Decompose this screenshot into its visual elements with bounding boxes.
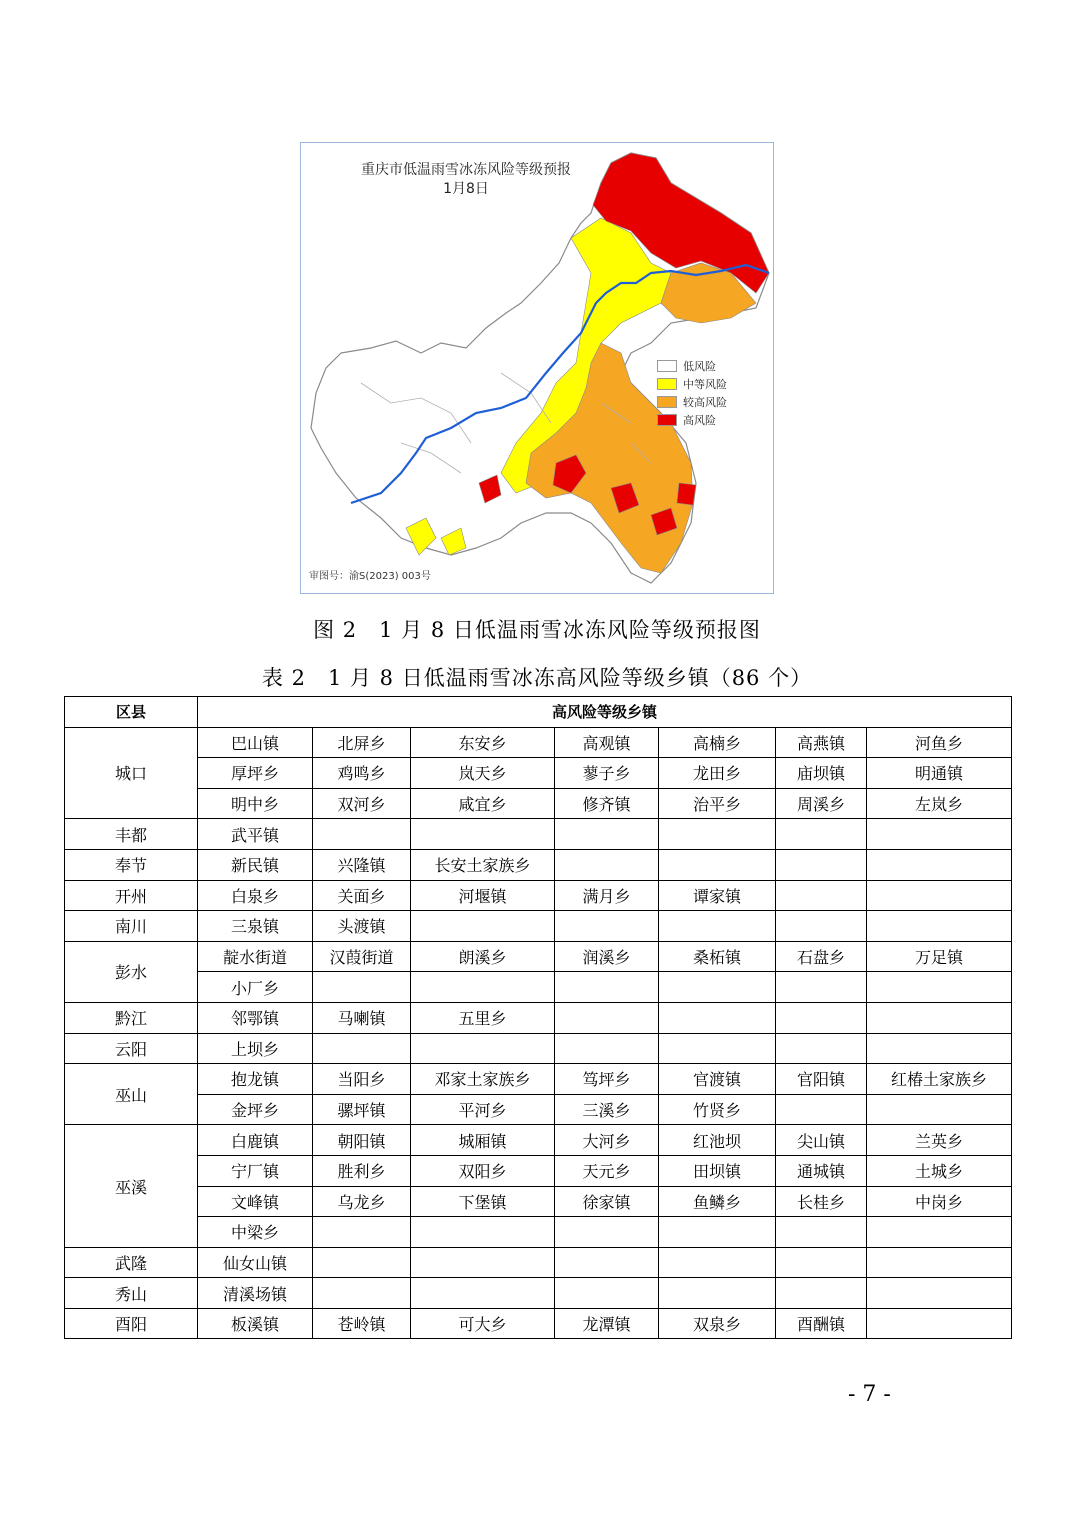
town-cell: 高观镇: [555, 727, 659, 758]
town-cell: 左岚乡: [867, 788, 1012, 819]
town-cell: [867, 1033, 1012, 1064]
town-cell: 中梁乡: [198, 1217, 313, 1248]
town-cell: 长桂乡: [776, 1186, 867, 1217]
town-cell: 红椿土家族乡: [867, 1064, 1012, 1095]
county-cell: 南川: [65, 911, 198, 942]
table-row: [65, 1155, 1012, 1186]
town-cell: 双泉乡: [659, 1308, 776, 1339]
town-cell: 龙田乡: [659, 758, 776, 789]
legend-label: 高风险: [683, 414, 716, 427]
table-body: [65, 727, 1012, 1339]
table-row: [65, 1125, 1012, 1156]
town-cell: 田坝镇: [659, 1155, 776, 1186]
map-region-high: [677, 483, 696, 505]
table-row: [65, 727, 1012, 758]
town-cell: 靛水街道: [198, 941, 313, 972]
legend-swatch: [657, 396, 677, 408]
town-cell: [313, 1217, 411, 1248]
town-cell: 河堰镇: [411, 880, 555, 911]
town-cell: 大河乡: [555, 1125, 659, 1156]
town-cell: [867, 1278, 1012, 1309]
town-cell: [867, 1094, 1012, 1125]
map-title-line1: 重庆市低温雨雪冰冻风险等级预报: [361, 162, 571, 178]
map-review-number: 审图号：渝S(2023) 003号: [309, 571, 431, 582]
town-cell: [776, 1002, 867, 1033]
town-cell: [659, 972, 776, 1003]
town-cell: 蓼子乡: [555, 758, 659, 789]
town-cell: 官阳镇: [776, 1064, 867, 1095]
town-cell: 东安乡: [411, 727, 555, 758]
town-cell: 朝阳镇: [313, 1125, 411, 1156]
town-cell: [555, 1247, 659, 1278]
town-cell: [555, 972, 659, 1003]
town-cell: [313, 972, 411, 1003]
town-cell: 天元乡: [555, 1155, 659, 1186]
town-cell: [776, 1247, 867, 1278]
town-cell: 胜利乡: [313, 1155, 411, 1186]
town-cell: 岚天乡: [411, 758, 555, 789]
town-cell: [411, 1033, 555, 1064]
town-cell: [659, 911, 776, 942]
town-cell: [776, 1094, 867, 1125]
table-row: [65, 819, 1012, 850]
county-cell: 云阳: [65, 1033, 198, 1064]
map-legend: [657, 357, 727, 429]
town-cell: 北屏乡: [313, 727, 411, 758]
table-row: [65, 1186, 1012, 1217]
town-cell: [776, 1217, 867, 1248]
town-cell: 尖山镇: [776, 1125, 867, 1156]
town-cell: 骡坪镇: [313, 1094, 411, 1125]
county-cell: 开州: [65, 880, 198, 911]
town-cell: [776, 1033, 867, 1064]
county-cell: 黔江: [65, 1002, 198, 1033]
town-cell: [555, 1217, 659, 1248]
table-row: [65, 758, 1012, 789]
town-cell: [867, 1002, 1012, 1033]
town-cell: [867, 1308, 1012, 1339]
town-cell: 马喇镇: [313, 1002, 411, 1033]
town-cell: 酉酬镇: [776, 1308, 867, 1339]
town-cell: 龙潭镇: [555, 1308, 659, 1339]
legend-label: 低风险: [683, 360, 716, 373]
page-number: - 7 -: [848, 1382, 891, 1407]
table-header-row: [65, 697, 1012, 728]
town-cell: [776, 880, 867, 911]
legend-swatch: [657, 414, 677, 426]
town-cell: 红池坝: [659, 1125, 776, 1156]
town-cell: 双河乡: [313, 788, 411, 819]
town-cell: 双阳乡: [411, 1155, 555, 1186]
town-cell: 官渡镇: [659, 1064, 776, 1095]
town-cell: [659, 1247, 776, 1278]
county-cell: 武隆: [65, 1247, 198, 1278]
town-cell: 徐家镇: [555, 1186, 659, 1217]
town-cell: [776, 1278, 867, 1309]
town-cell: [659, 1217, 776, 1248]
town-cell: 谭家镇: [659, 880, 776, 911]
figure-caption: 图 2 1 月 8 日低温雨雪冰冻风险等级预报图: [313, 618, 761, 642]
town-cell: [776, 911, 867, 942]
town-cell: 文峰镇: [198, 1186, 313, 1217]
town-cell: 高楠乡: [659, 727, 776, 758]
county-cell: 酉阳: [65, 1308, 198, 1339]
town-cell: 满月乡: [555, 880, 659, 911]
town-cell: [867, 1217, 1012, 1248]
town-cell: 笃坪乡: [555, 1064, 659, 1095]
table-row: [65, 1247, 1012, 1278]
town-cell: 巴山镇: [198, 727, 313, 758]
town-cell: 板溪镇: [198, 1308, 313, 1339]
town-cell: 白泉乡: [198, 880, 313, 911]
town-cell: 庙坝镇: [776, 758, 867, 789]
table-row: [65, 788, 1012, 819]
table-row: [65, 972, 1012, 1003]
town-cell: 土城乡: [867, 1155, 1012, 1186]
town-cell: [313, 1247, 411, 1278]
legend-swatch: [657, 378, 677, 390]
table-row: [65, 849, 1012, 880]
town-cell: [659, 1033, 776, 1064]
town-cell: [867, 1247, 1012, 1278]
town-cell: 当阳乡: [313, 1064, 411, 1095]
town-cell: 汉葭街道: [313, 941, 411, 972]
town-cell: 兴隆镇: [313, 849, 411, 880]
town-cell: [659, 1002, 776, 1033]
town-cell: [313, 1033, 411, 1064]
table-row: [65, 1064, 1012, 1095]
town-cell: 小厂乡: [198, 972, 313, 1003]
map-title-line2: 1月8日: [443, 181, 489, 197]
town-cell: [867, 911, 1012, 942]
town-cell: [659, 1278, 776, 1309]
town-cell: 武平镇: [198, 819, 313, 850]
table-row: [65, 1033, 1012, 1064]
town-cell: 新民镇: [198, 849, 313, 880]
town-cell: 宁厂镇: [198, 1155, 313, 1186]
legend-item: [657, 357, 727, 375]
town-cell: 三溪乡: [555, 1094, 659, 1125]
legend-item: [657, 375, 727, 393]
town-cell: [867, 972, 1012, 1003]
town-cell: [411, 1278, 555, 1309]
town-cell: [313, 1278, 411, 1309]
town-cell: 白鹿镇: [198, 1125, 313, 1156]
table-row: [65, 911, 1012, 942]
town-cell: 兰英乡: [867, 1125, 1012, 1156]
town-cell: [411, 911, 555, 942]
town-cell: 可大乡: [411, 1308, 555, 1339]
town-cell: 修齐镇: [555, 788, 659, 819]
town-cell: 苍岭镇: [313, 1308, 411, 1339]
header-towns: 高风险等级乡镇: [198, 697, 1012, 728]
town-cell: [411, 1247, 555, 1278]
map-title: [301, 161, 631, 199]
town-cell: 通城镇: [776, 1155, 867, 1186]
town-cell: 鸡鸣乡: [313, 758, 411, 789]
town-cell: 厚坪乡: [198, 758, 313, 789]
town-cell: 金坪乡: [198, 1094, 313, 1125]
table-row: [65, 1278, 1012, 1309]
town-cell: 明通镇: [867, 758, 1012, 789]
town-cell: 周溪乡: [776, 788, 867, 819]
town-cell: [313, 819, 411, 850]
town-cell: 清溪场镇: [198, 1278, 313, 1309]
risk-map-figure: [300, 142, 774, 594]
town-cell: [776, 819, 867, 850]
town-cell: [555, 911, 659, 942]
town-cell: 石盘乡: [776, 941, 867, 972]
legend-label: 中等风险: [683, 378, 727, 391]
county-cell: 奉节: [65, 849, 198, 880]
town-cell: [411, 1217, 555, 1248]
town-cell: 中岗乡: [867, 1186, 1012, 1217]
town-cell: [776, 849, 867, 880]
town-cell: 平河乡: [411, 1094, 555, 1125]
town-cell: [867, 880, 1012, 911]
town-cell: [776, 972, 867, 1003]
town-cell: 长安土家族乡: [411, 849, 555, 880]
town-cell: 润溪乡: [555, 941, 659, 972]
county-cell: 秀山: [65, 1278, 198, 1309]
town-cell: [555, 1278, 659, 1309]
town-cell: 朗溪乡: [411, 941, 555, 972]
header-county: 区县: [65, 697, 198, 728]
legend-item: [657, 411, 727, 429]
town-cell: [555, 849, 659, 880]
table-row: [65, 941, 1012, 972]
town-cell: 五里乡: [411, 1002, 555, 1033]
town-cell: [659, 849, 776, 880]
table-row: [65, 1217, 1012, 1248]
town-cell: [411, 819, 555, 850]
town-cell: [659, 819, 776, 850]
county-cell: 彭水: [65, 941, 198, 1002]
town-cell: 抱龙镇: [198, 1064, 313, 1095]
table-row: [65, 1308, 1012, 1339]
town-cell: 城厢镇: [411, 1125, 555, 1156]
town-cell: 咸宜乡: [411, 788, 555, 819]
town-cell: 桑柘镇: [659, 941, 776, 972]
town-cell: 竹贤乡: [659, 1094, 776, 1125]
town-cell: 明中乡: [198, 788, 313, 819]
town-cell: [867, 849, 1012, 880]
town-cell: 高燕镇: [776, 727, 867, 758]
town-cell: 万足镇: [867, 941, 1012, 972]
county-cell: 城口: [65, 727, 198, 819]
county-cell: 巫溪: [65, 1125, 198, 1247]
town-cell: [867, 819, 1012, 850]
town-cell: [411, 972, 555, 1003]
town-cell: [555, 1002, 659, 1033]
county-cell: 巫山: [65, 1064, 198, 1125]
town-cell: 邓家土家族乡: [411, 1064, 555, 1095]
town-cell: 上坝乡: [198, 1033, 313, 1064]
town-cell: 头渡镇: [313, 911, 411, 942]
town-cell: 乌龙乡: [313, 1186, 411, 1217]
table-row: [65, 880, 1012, 911]
town-cell: 三泉镇: [198, 911, 313, 942]
town-cell: [555, 1033, 659, 1064]
town-cell: 邻鄂镇: [198, 1002, 313, 1033]
county-cell: 丰都: [65, 819, 198, 850]
town-cell: 仙女山镇: [198, 1247, 313, 1278]
town-cell: 鱼鳞乡: [659, 1186, 776, 1217]
town-cell: 关面乡: [313, 880, 411, 911]
town-cell: 河鱼乡: [867, 727, 1012, 758]
legend-item: [657, 393, 727, 411]
table-row: [65, 1094, 1012, 1125]
table-caption: 表 2 1 月 8 日低温雨雪冰冻高风险等级乡镇（86 个）: [261, 666, 813, 690]
legend-swatch: [657, 360, 677, 372]
high-risk-towns-table: [64, 696, 1012, 1339]
town-cell: [555, 819, 659, 850]
town-cell: 下堡镇: [411, 1186, 555, 1217]
legend-label: 较高风险: [683, 396, 727, 409]
town-cell: 治平乡: [659, 788, 776, 819]
table-row: [65, 1002, 1012, 1033]
